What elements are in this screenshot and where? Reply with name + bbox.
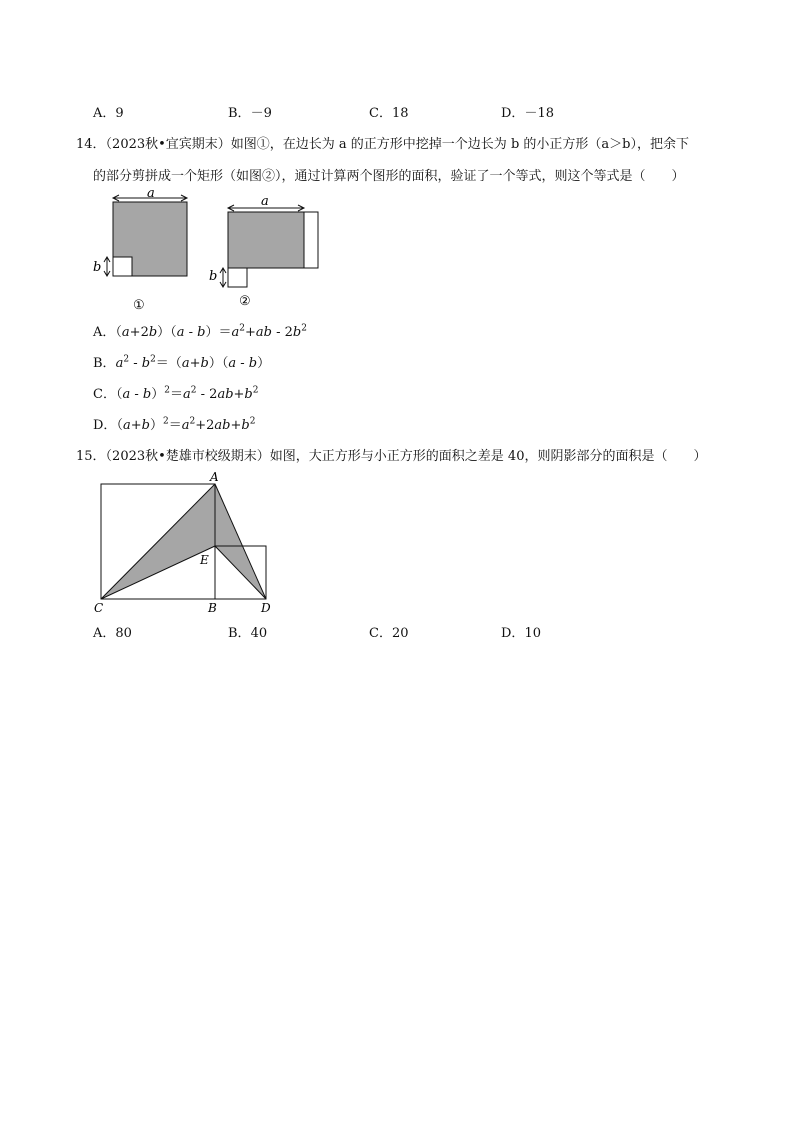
figure1-label-b: b (93, 260, 102, 275)
q15-stem-line1: 15．（2023秋•楚雄市校级期末）如图，大正方形与小正方形的面积之差是 40，则阴影部分的面积是（ ） (76, 449, 707, 464)
q15-option-b: B．40 (228, 626, 268, 641)
q15-label-a: A (210, 470, 219, 484)
q15-option-c: C．20 (369, 626, 409, 641)
q14-stem-line1: 14．（2023秋•宜宾期末）如图①，在边长为 a 的正方形中挖掉一个边长为 b 的小正方形（a＞b），把余下 (76, 137, 689, 152)
q15-option-d: D．10 (501, 626, 541, 641)
q15-label-d: D (261, 601, 271, 615)
q14-option-d: D．$(a+b)^2=a^2+2ab+b^2$ (93, 416, 256, 433)
figure1-caption: ① (133, 298, 145, 313)
q15-label-b: B (208, 601, 217, 615)
q13-option-a: A．9 (93, 106, 124, 121)
figure2-label-a: a (261, 194, 269, 209)
q14-option-b: B．$a^2 - b^2=(a+b)(a - b)$ (93, 354, 271, 371)
q14-option-c: C．$(a - b)^2=a^2 - 2ab+b^2$ (93, 385, 259, 402)
q13-option-c: C．18 (369, 106, 409, 121)
q13-option-d: D．－18 (501, 106, 554, 121)
figure2-label-b: b (209, 269, 218, 284)
q15-label-e: E (200, 553, 209, 567)
figure2-caption: ② (239, 294, 251, 309)
q15-shaded-region (101, 484, 266, 599)
q14-stem-line2: 的部分剪拼成一个矩形（如图②），通过计算两个图形的面积，验证了一个等式，则这个等式是（ ） (93, 169, 685, 184)
figure1-label-a: a (147, 186, 155, 201)
q15-option-a: A．80 (93, 626, 132, 641)
q14-option-a: A．$(a+2b)(a - b)=a^2+ab - 2b^2$ (93, 323, 307, 340)
q13-option-b: B．－9 (228, 106, 272, 121)
q15-label-c: C (94, 601, 104, 615)
